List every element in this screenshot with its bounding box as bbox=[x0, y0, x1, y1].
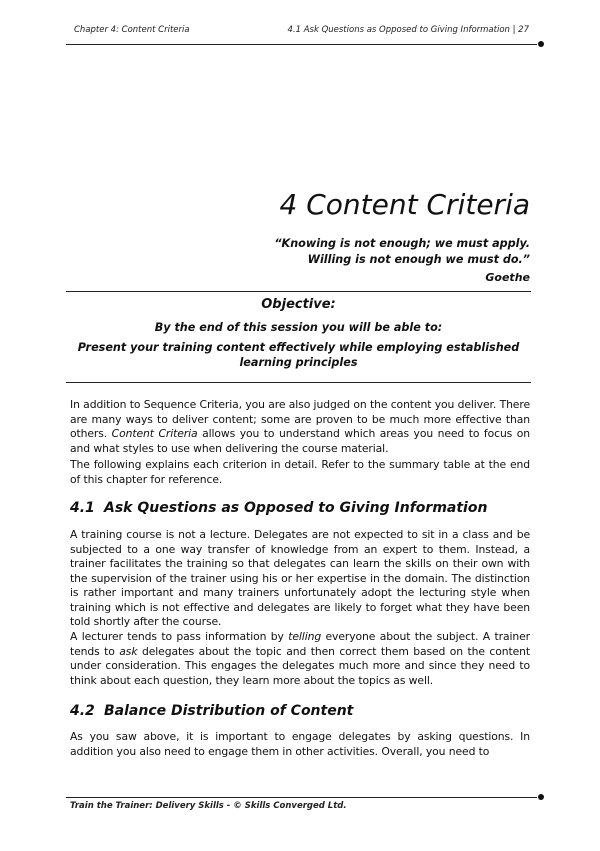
emphasis-ask: ask bbox=[119, 644, 138, 658]
paragraph-balance-content: As you saw above, it is important to engage delegates by asking questions. In addition you also need to engage them in other activities. Overall, you need to bbox=[70, 730, 530, 758]
quote-author: Goethe bbox=[485, 271, 530, 284]
paragraph-lecturer-vs-trainer bbox=[70, 630, 530, 688]
quote-line-2: Willing is not enough we must do.” bbox=[307, 253, 530, 266]
epigraph-quote bbox=[210, 236, 530, 268]
header-rule-dot bbox=[538, 41, 544, 47]
paragraph-part-1: A lecturer tends to pass information by bbox=[70, 630, 289, 643]
paragraph-training-vs-lecture: A training course is not a lecture. Delegates are not expected to sit in a class and be subjected to a one way transfer of knowledge from an expert to them. Instead, a trainer facilitates the training so that delegates can learn the skills on their own with the supervision of the trainer using his or her expertise in the domain. The distinction is rather important and many trainers unfortunately adopt the lecturing style when training which is not effective and delegates are likely to forget what they have been told shortly after the course. bbox=[70, 528, 530, 628]
running-header-chapter: Chapter 4: Content Criteria bbox=[74, 25, 190, 35]
section-number: 4.1 bbox=[70, 500, 95, 516]
objective-top-rule bbox=[66, 291, 531, 292]
paragraph-intro-emphasis: Content Criteria bbox=[111, 427, 198, 440]
objective-intro: By the end of this session you will be able to: bbox=[154, 321, 443, 334]
objective-goal: Present your training content effectively while employing established learning principles bbox=[77, 341, 520, 369]
paragraph-intro bbox=[70, 398, 530, 456]
objective-heading: Objective: bbox=[261, 297, 336, 312]
paragraph-part-3: delegates about the topic and then correct them based on the content under consideration. This engages the delegates much more and since they need to think about each question, they learn more about the topics as well. bbox=[70, 644, 530, 687]
footer-rule bbox=[66, 797, 537, 798]
objective-bottom-rule bbox=[66, 382, 531, 383]
emphasis-telling: telling bbox=[288, 630, 322, 643]
section-heading-4-2 bbox=[70, 703, 353, 719]
header-rule bbox=[66, 44, 537, 45]
running-header-section: 4.1 Ask Questions as Opposed to Giving Information | 27 bbox=[287, 25, 529, 35]
footer-rule-dot bbox=[538, 794, 544, 800]
quote-line-1: “Knowing is not enough; we must apply. bbox=[274, 237, 530, 250]
paragraph-intro-part-1: In addition to Sequence Criteria, you are also judged on the content you deliver. There are many ways to deliver content; some are proven to be much more effective than others. bbox=[70, 398, 530, 440]
paragraph-explanation: The following explains each criterion in detail. Refer to the summary table at the end of this chapter for reference. bbox=[70, 458, 530, 486]
paragraph-intro-part-2: allows you to understand which areas you need to focus on and what styles to use when delivering the course material. bbox=[70, 427, 530, 455]
section-title: Ask Questions as Opposed to Giving Information bbox=[104, 500, 488, 516]
section-title: Balance Distribution of Content bbox=[104, 703, 354, 719]
section-heading-4-1 bbox=[70, 500, 487, 516]
paragraph-part-2: everyone about the subject. A trainer tends to bbox=[70, 630, 530, 658]
chapter-title: 4 Content Criteria bbox=[279, 188, 530, 221]
footer-text: Train the Trainer: Delivery Skills - © Skills Converged Ltd. bbox=[70, 801, 347, 811]
section-number: 4.2 bbox=[70, 703, 95, 719]
